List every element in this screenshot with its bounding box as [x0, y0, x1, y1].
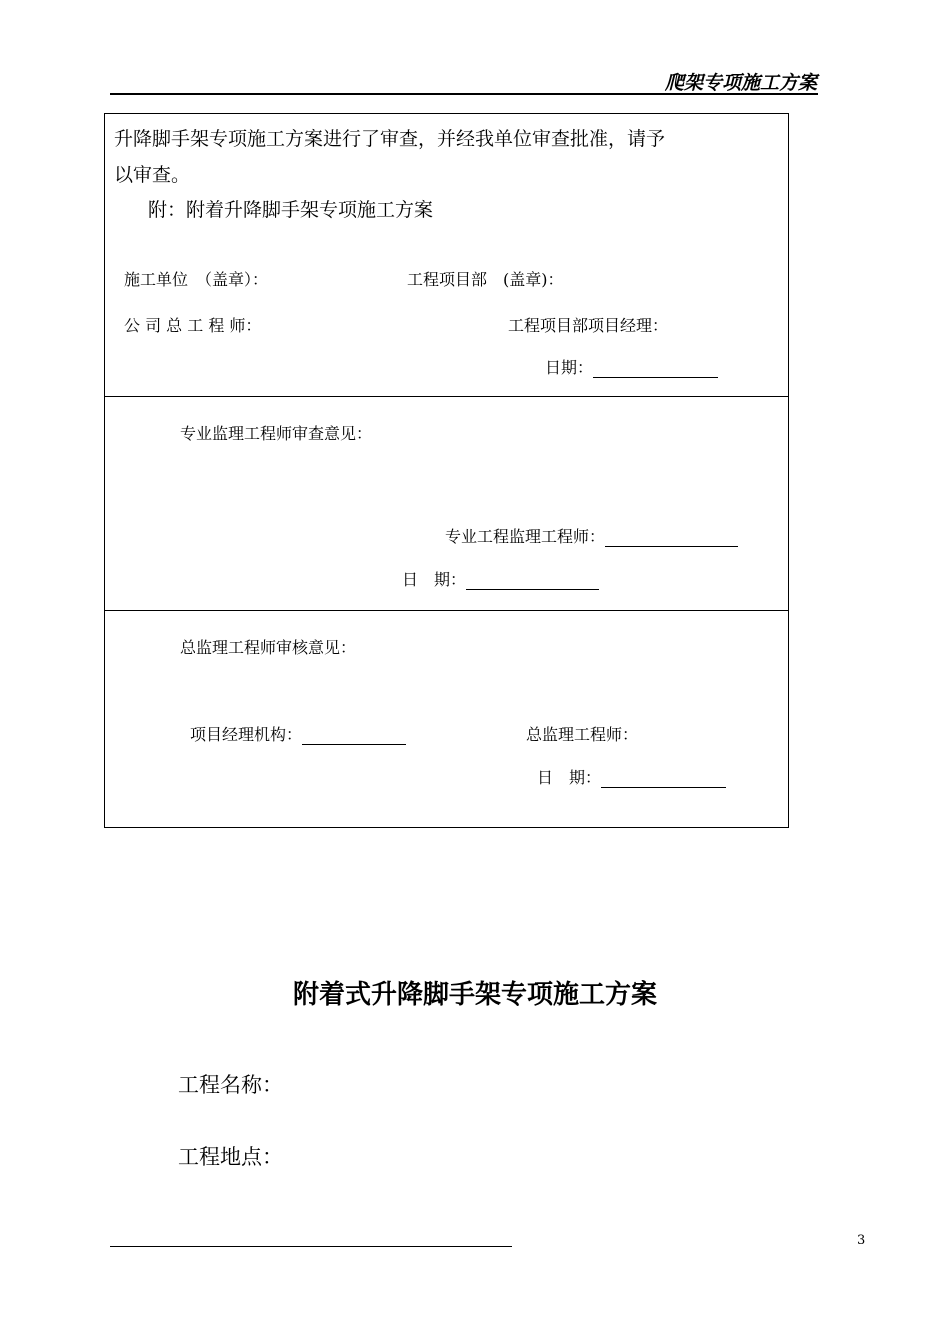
section2-date-row [402, 567, 599, 590]
project-org-label: 项目经理机构： [190, 725, 303, 744]
chief-supervisor-opinion-label: 总监理工程师审核意见： [180, 638, 357, 657]
project-org-row [190, 722, 406, 745]
section2-date-label: 日 期： [402, 570, 467, 589]
section3-date-label: 日 期： [537, 768, 602, 787]
chief-supervisor-review-cell [105, 611, 788, 827]
supervisor-engineer-row [445, 524, 738, 547]
section1-date-row [545, 355, 718, 378]
section3-date-blank[interactable] [601, 769, 726, 788]
footer-rule [110, 1246, 512, 1247]
chief-engineer-label: 公 司 总 工 程 师： [124, 316, 262, 335]
section1-date-blank[interactable] [593, 359, 718, 378]
supervisor-engineer-blank[interactable] [605, 528, 738, 547]
project-org-blank[interactable] [302, 726, 406, 745]
submission-text-line2: 以审查。 [114, 164, 191, 186]
supervisor-opinion-label: 专业监理工程师审查意见： [180, 424, 373, 443]
project-name-label: 工程名称： [178, 1073, 283, 1097]
section1-date-label: 日期： [545, 358, 594, 377]
project-location-label: 工程地点： [178, 1145, 283, 1169]
supervisor-engineer-label: 专业工程监理工程师： [445, 527, 606, 546]
header-rule [110, 93, 818, 95]
supervisor-review-cell [105, 397, 788, 611]
header-title: 爬架专项施工方案 [664, 72, 817, 94]
page-number: 3 [857, 1233, 866, 1248]
project-manager-label: 工程项目部项目经理： [508, 316, 669, 335]
submission-text-line1: 升降脚手架专项施工方案进行了审查，并经我单位审查批准，请予 [114, 128, 666, 150]
approval-form-table [104, 113, 789, 828]
chief-supervisor-label: 总监理工程师： [526, 725, 639, 744]
section3-date-row [537, 765, 726, 788]
attachment-text: 附：附着升降脚手架专项施工方案 [148, 199, 434, 221]
document-title: 附着式升降脚手架专项施工方案 [292, 980, 657, 1010]
project-dept-stamp-label: 工程项目部 (盖章)： [407, 270, 564, 289]
contractor-stamp-label: 施工单位 （盖章）： [124, 270, 269, 289]
submission-cell [105, 114, 788, 397]
section2-date-blank[interactable] [466, 571, 599, 590]
